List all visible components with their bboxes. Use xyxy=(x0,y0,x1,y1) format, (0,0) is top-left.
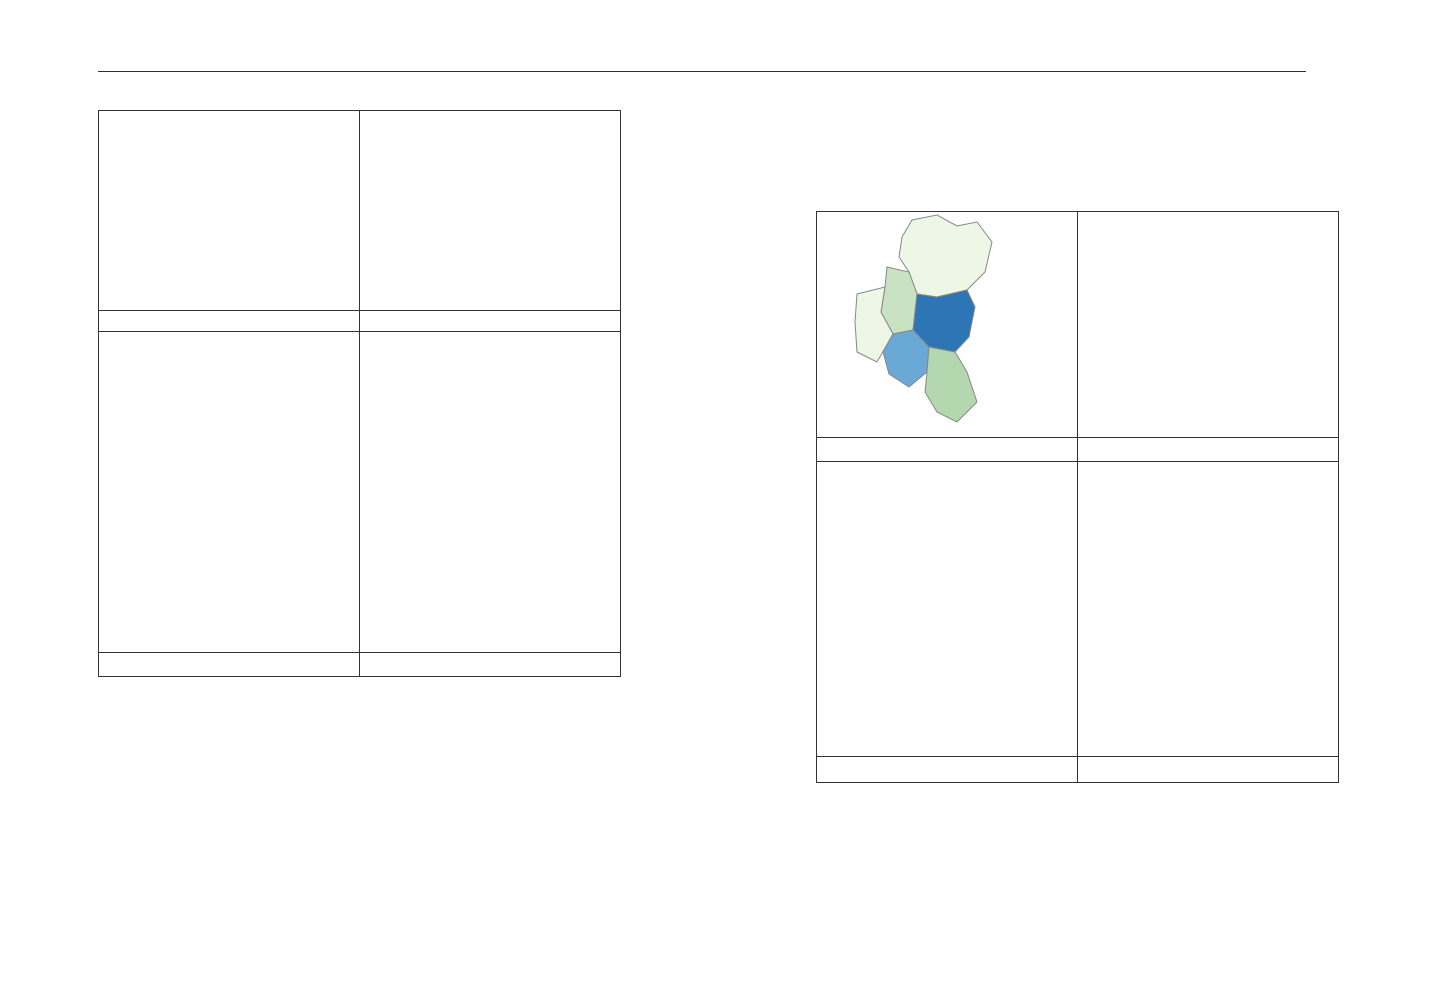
chart-cell-housing-type xyxy=(98,331,360,653)
caption-cell xyxy=(1077,756,1339,783)
caption-cell xyxy=(816,756,1078,783)
population-change-combo-chart xyxy=(817,462,1077,677)
caption-cell xyxy=(1077,437,1339,462)
caption-cell xyxy=(98,310,360,332)
chart-cell-industry xyxy=(1077,211,1339,438)
chart-cell-population-change xyxy=(816,461,1078,757)
gapyeong-map xyxy=(817,212,1077,437)
caption-cell xyxy=(359,652,621,677)
housing-type-combo-chart xyxy=(99,332,359,537)
chart-cell-elderly-population xyxy=(1077,461,1339,757)
map-cell xyxy=(816,211,1078,438)
caption-cell xyxy=(359,310,621,332)
header-rule xyxy=(98,71,1306,72)
chart-cell-age-population xyxy=(98,110,360,311)
industry-pie-chart xyxy=(1078,212,1338,412)
elderly-population-bar-chart xyxy=(1078,462,1338,677)
residence-period-combo-chart xyxy=(360,332,620,537)
chart-cell-residence-period xyxy=(359,331,621,653)
chart-cell-age-ratio xyxy=(359,110,621,311)
caption-cell xyxy=(98,652,360,677)
age-ratio-pie-chart xyxy=(360,111,620,310)
age-population-bar-chart xyxy=(99,111,359,310)
caption-cell xyxy=(816,437,1078,462)
